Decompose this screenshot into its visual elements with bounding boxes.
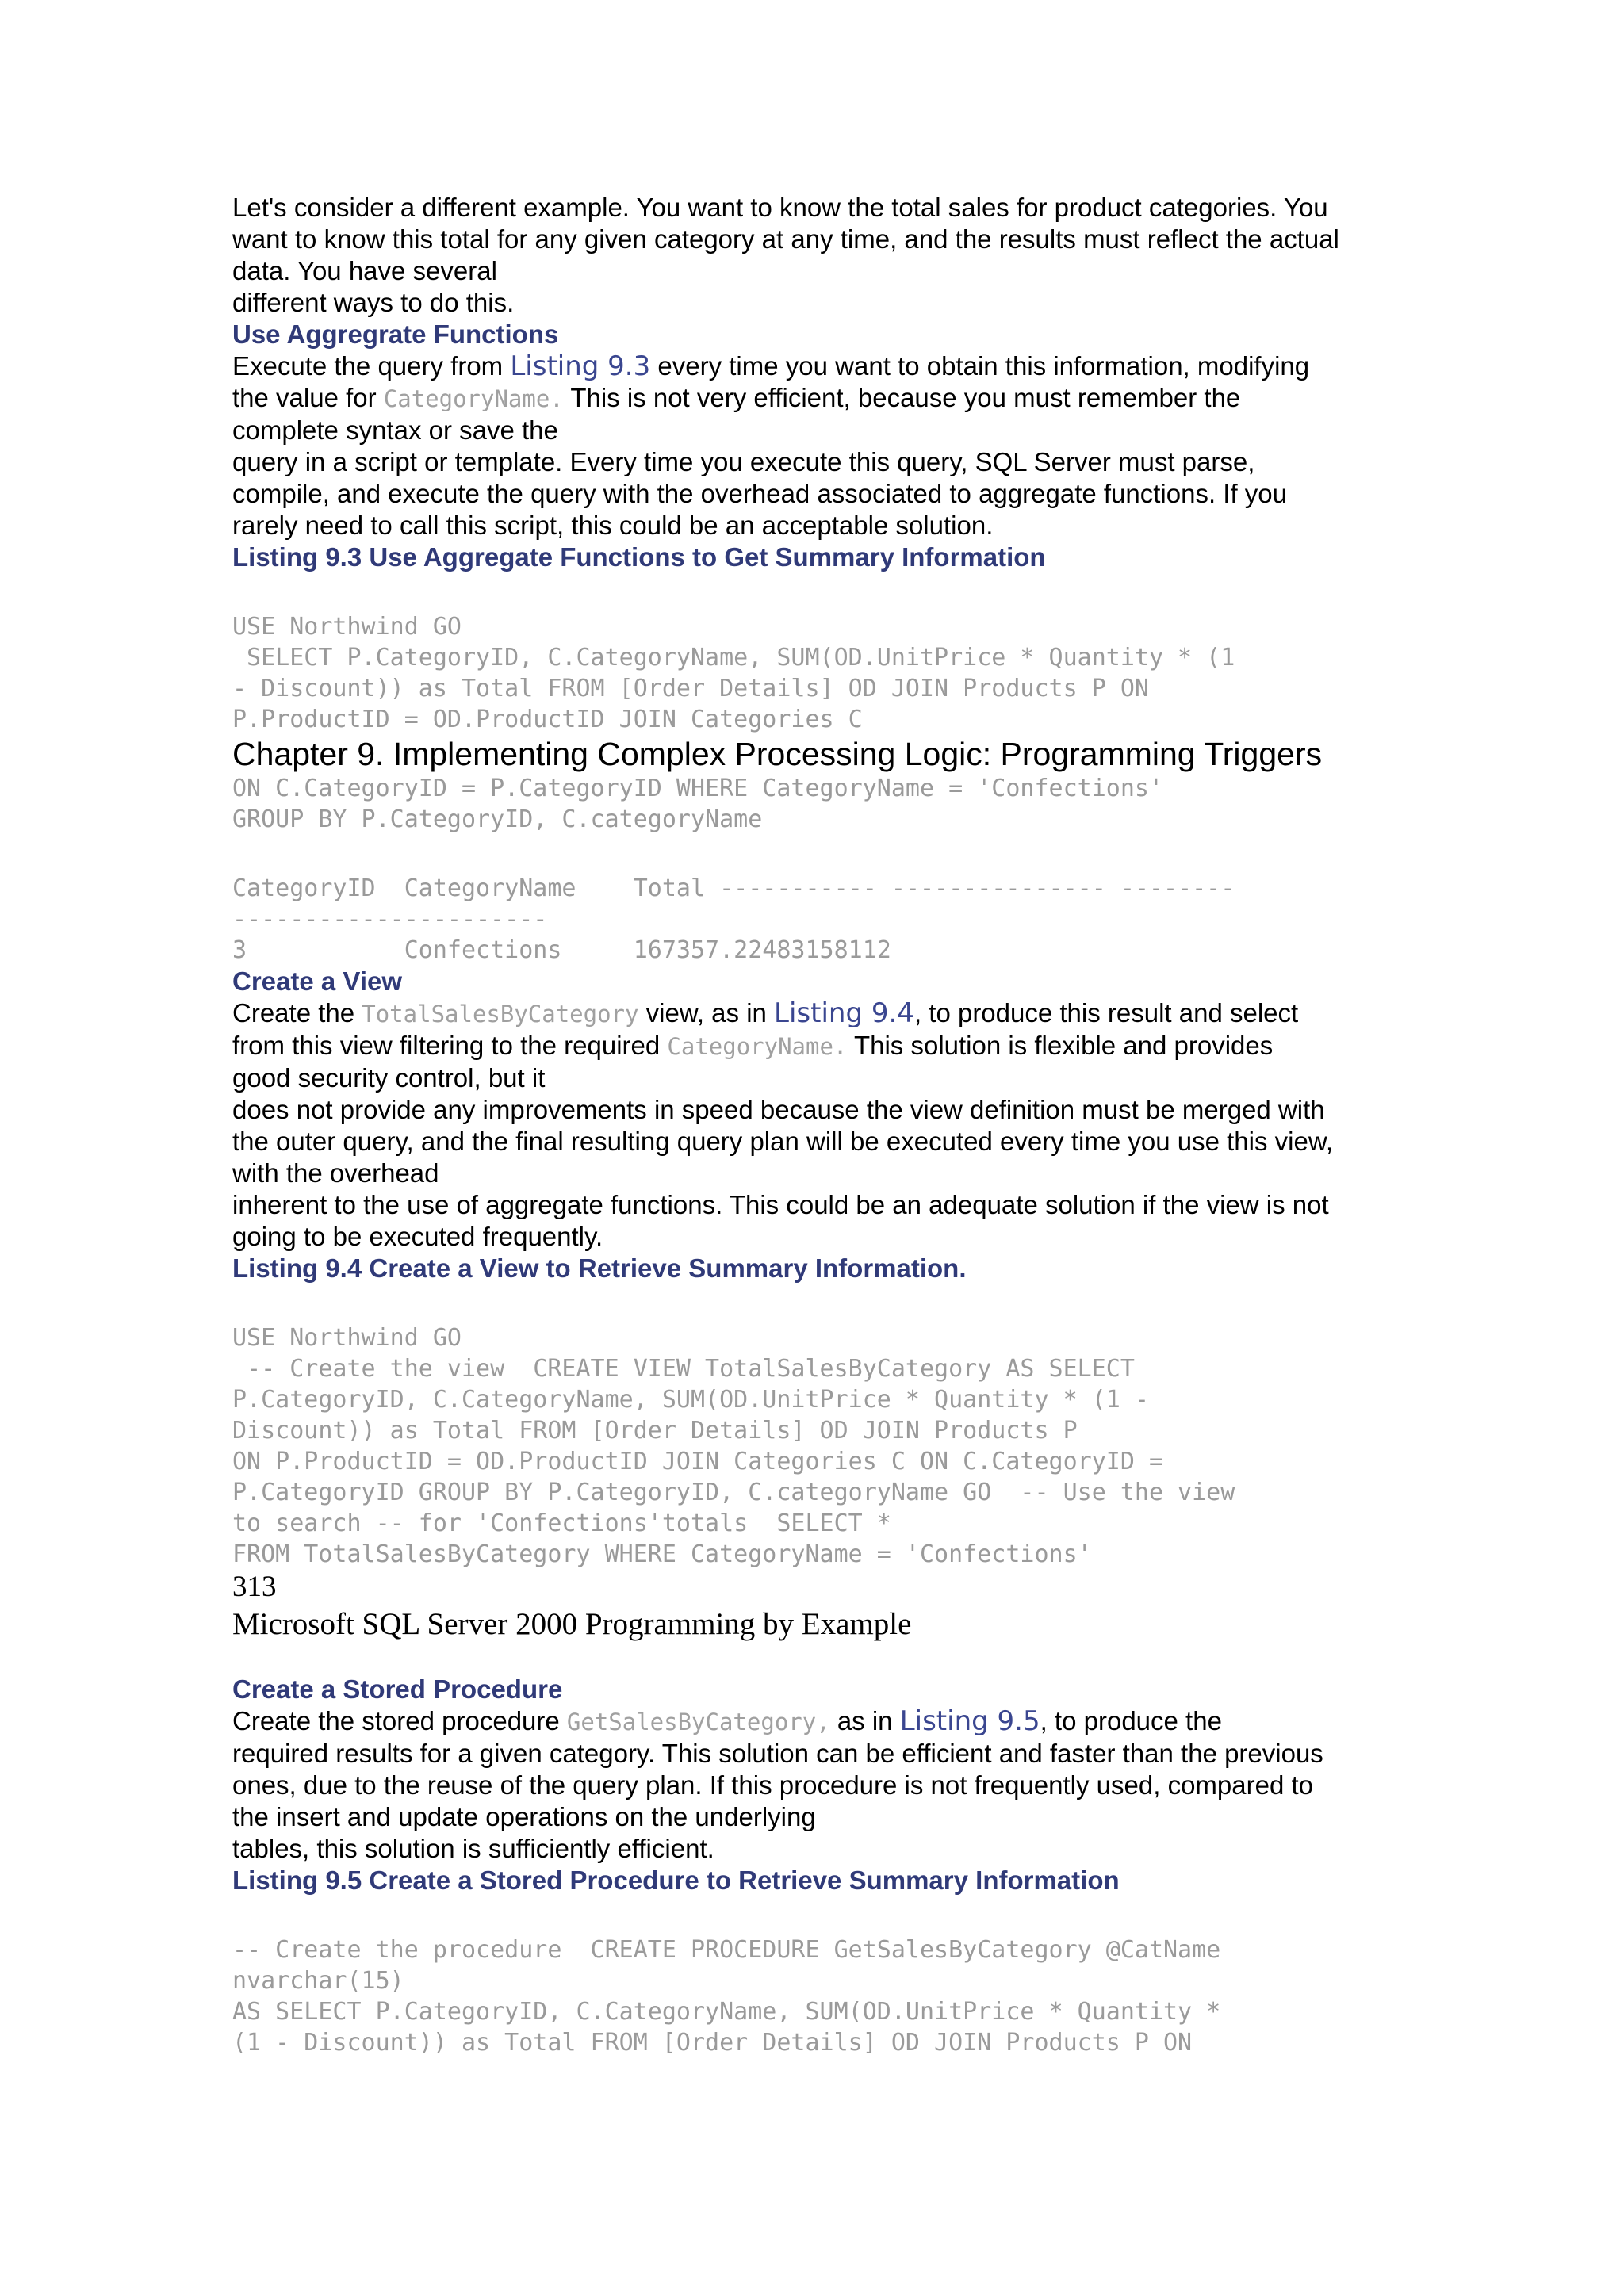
book-title-footer: Microsoft SQL Server 2000 Programming by Example xyxy=(232,1607,912,1641)
page-number: 313 xyxy=(232,1571,277,1603)
intro-paragraph xyxy=(232,192,1398,319)
code-line: USE Northwind GO xyxy=(232,613,462,641)
section-heading-aggregate: Use Aggregrate Functions xyxy=(232,320,559,349)
text-line xyxy=(232,350,1398,382)
code-line: P.ProductID = OD.ProductID JOIN Categories C xyxy=(232,706,863,733)
query-output xyxy=(232,873,1398,966)
text-fragment: This is not very efficient, because you must remember the xyxy=(563,383,1241,412)
listing-9-3-code xyxy=(232,611,1398,735)
text-fragment: Create the xyxy=(232,998,362,1027)
text-line xyxy=(232,997,1398,1030)
inline-code: CategoryName. xyxy=(383,385,564,412)
text-fragment: the value for xyxy=(232,383,384,412)
listing-9-5-link[interactable]: Listing 9.5 xyxy=(899,1705,1040,1737)
listing-9-3-link[interactable]: Listing 9.3 xyxy=(510,350,651,382)
listing-9-4-code xyxy=(232,1322,1398,1570)
text-line: query in a script or template. Every time you execute this query, SQL Server must parse, xyxy=(232,447,1255,476)
text-fragment: Create the stored procedure xyxy=(232,1706,567,1735)
text-fragment: as in xyxy=(829,1706,900,1735)
text-line: inherent to the use of aggregate functions. This could be an adequate solution if the view is not xyxy=(232,1190,1329,1219)
code-line: -- Create the procedure CREATE PROCEDURE GetSalesByCategory @CatName xyxy=(232,1936,1221,1964)
inline-code: TotalSalesByCategory xyxy=(362,1001,639,1027)
code-line: USE Northwind GO xyxy=(232,1324,462,1352)
section-heading-stored-procedure: Create a Stored Procedure xyxy=(232,1674,563,1704)
code-line: P.CategoryID, C.CategoryName, SUM(OD.UnitPrice * Quantity * (1 - xyxy=(232,1386,1149,1414)
code-line: SELECT P.CategoryID, C.CategoryName, SUM(OD.UnitPrice * Quantity * (1 xyxy=(232,644,1235,672)
section-heading-view: Create a View xyxy=(232,966,403,996)
output-line: 3 Confections 167357.22483158112 xyxy=(232,936,891,964)
output-line: ---------------------- xyxy=(232,905,548,933)
text-line: Let's consider a different example. You want to know the total sales for product categories. You xyxy=(232,193,1328,222)
text-line: the insert and update operations on the underlying xyxy=(232,1802,816,1831)
text-line: want to know this total for any given category at any time, and the results must reflect the actual xyxy=(232,224,1339,254)
code-line: Discount)) as Total FROM [Order Details] OD JOIN Products P xyxy=(232,1417,1078,1445)
code-line: ON P.ProductID = OD.ProductID JOIN Categories C ON C.CategoryID = xyxy=(232,1448,1163,1475)
listing-9-3-code-continued xyxy=(232,773,1398,835)
text-fragment: view, as in xyxy=(638,998,775,1027)
text-line: good security control, but it xyxy=(232,1063,546,1093)
inline-code: GetSalesByCategory, xyxy=(566,1709,830,1735)
listing-9-3-title: Listing 9.3 Use Aggregate Functions to Get Summary Information xyxy=(232,542,1046,572)
text-line: going to be executed frequently. xyxy=(232,1222,603,1251)
code-line: -- Create the view CREATE VIEW TotalSalesByCategory AS SELECT xyxy=(232,1355,1135,1383)
inline-code: CategoryName. xyxy=(667,1033,848,1060)
code-line: GROUP BY P.CategoryID, C.categoryName xyxy=(232,806,763,833)
listing-9-4-title: Listing 9.4 Create a View to Retrieve Summary Information. xyxy=(232,1253,967,1283)
code-line: (1 - Discount)) as Total FROM [Order Details] OD JOIN Products P ON xyxy=(232,2029,1193,2057)
text-fragment: every time you want to obtain this information, modifying xyxy=(650,351,1310,381)
text-line: does not provide any improvements in speed because the view definition must be merged with xyxy=(232,1095,1325,1124)
text-line xyxy=(232,382,1398,415)
text-fragment: , to produce this result and select xyxy=(914,998,1299,1027)
text-line: compile, and execute the query with the overhead associated to aggregate functions. If you xyxy=(232,479,1288,508)
code-line: FROM TotalSalesByCategory WHERE CategoryName = 'Confections' xyxy=(232,1540,1092,1568)
code-line: AS SELECT P.CategoryID, C.CategoryName, SUM(OD.UnitPrice * Quantity * xyxy=(232,1998,1221,2026)
text-line: required results for a given category. This solution can be efficient and faster than the previous xyxy=(232,1739,1323,1768)
stored-procedure-paragraph xyxy=(232,1705,1398,1865)
text-line: the outer query, and the final resulting query plan will be executed every time you use this view, xyxy=(232,1127,1333,1156)
code-line: to search -- for 'Confections'totals SELECT * xyxy=(232,1510,891,1537)
code-line: P.CategoryID GROUP BY P.CategoryID, C.categoryName GO -- Use the view xyxy=(232,1479,1235,1506)
view-paragraph xyxy=(232,997,1398,1253)
listing-9-5-code xyxy=(232,1934,1398,2058)
text-line: different ways to do this. xyxy=(232,288,515,317)
listing-9-4-link[interactable]: Listing 9.4 xyxy=(774,997,914,1029)
code-line: - Discount)) as Total FROM [Order Details] OD JOIN Products P ON xyxy=(232,675,1149,702)
text-fragment: This solution is flexible and provides xyxy=(847,1031,1274,1060)
text-line: ones, due to the reuse of the query plan. If this procedure is not frequently used, compared to xyxy=(232,1770,1314,1800)
chapter-running-header: Chapter 9. Implementing Complex Processing Logic: Programming Triggers xyxy=(232,736,1323,772)
text-line: tables, this solution is sufficiently efficient. xyxy=(232,1834,714,1863)
listing-9-5-title: Listing 9.5 Create a Stored Procedure to Retrieve Summary Information xyxy=(232,1866,1120,1895)
output-line: CategoryID CategoryName Total ----------- --------------- -------- xyxy=(232,874,1235,902)
document-page xyxy=(232,192,1398,2058)
text-line: data. You have several xyxy=(232,256,497,285)
text-line: with the overhead xyxy=(232,1158,439,1188)
code-line: nvarchar(15) xyxy=(232,1967,404,1995)
text-fragment: , to produce the xyxy=(1040,1706,1222,1735)
text-fragment: Execute the query from xyxy=(232,351,511,381)
aggregate-paragraph xyxy=(232,350,1398,541)
text-line xyxy=(232,1705,1398,1738)
text-line xyxy=(232,1030,1398,1062)
text-line: rarely need to call this script, this could be an acceptable solution. xyxy=(232,511,994,540)
text-line: complete syntax or save the xyxy=(232,415,558,445)
code-line: ON C.CategoryID = P.CategoryID WHERE CategoryName = 'Confections' xyxy=(232,775,1163,802)
text-fragment: from this view filtering to the required xyxy=(232,1031,668,1060)
